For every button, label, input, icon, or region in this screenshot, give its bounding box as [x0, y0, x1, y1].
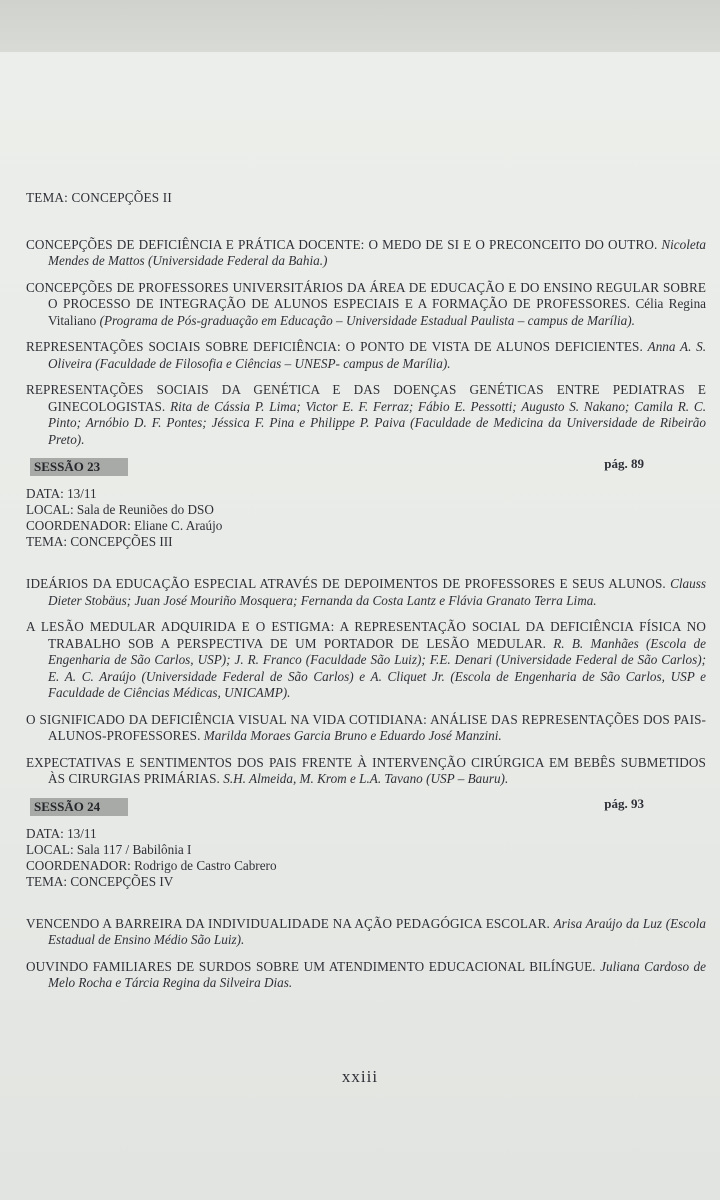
entry-authors: Rita de Cássia P. Lima; Victor E. F. Ferraz; Fábio E. Pessotti; Augusto S. Nakano; Camila R. C. Pinto; Arnóbio D. F. Pontes; Jéssica F. Pina e Philippe P. Paiva (Faculdade de Medicina da Universidade de Ribeirão Preto). — [48, 398, 706, 447]
session-coordinator: COORDENADOR: Rodrigo de Castro Cabrero — [26, 857, 277, 873]
list-item — [26, 339, 706, 372]
session-23-details — [26, 486, 706, 550]
entry-title: REPRESENTAÇÕES SOCIAIS SOBRE DEFICIÊNCIA: O PONTO DE VISTA DE ALUNOS DEFICIENTES. — [26, 339, 643, 354]
session-theme: TEMA: CONCEPÇÕES III — [26, 534, 173, 549]
entry-title: OUVINDO FAMILIARES DE SURDOS SOBRE UM ATENDIMENTO EDUCACIONAL BILÍNGUE. — [26, 958, 596, 974]
entry-authors: S.H. Almeida, M. Krom e L.A. Tavano (USP – Bauru). — [223, 771, 509, 786]
session-theme: TEMA: CONCEPÇÕES IV — [26, 873, 174, 889]
entry-authors: Clauss Dieter Stobäus; Juan José Mouriño Mosquera; Fernanda da Costa Lantz e Flávia Granato Terra Lima. — [48, 576, 707, 608]
entry-title: CONCEPÇÕES DE PROFESSORES UNIVERSITÁRIOS DA ÁREA DE EDUCAÇÃO E DO ENSINO REGULAR SOBRE O PROCESSO DE INTEGRAÇÃO DE ALUNOS ESPECIAIS E A FORMAÇÃO DE PROFESSORES. — [26, 279, 706, 311]
entry-title: O SIGNIFICADO DA DEFICIÊNCIA VISUAL NA VIDA COTIDIANA: ANÁLISE DAS REPRESENTAÇÕES DOS PAIS-ALUNOS-PROFESSORES. — [26, 711, 706, 743]
entry-authors: Arisa Araújo da Luz (Escola Estadual de Ensino Médio São Luiz). — [48, 915, 706, 947]
session-location: LOCAL: Sala de Reuniões do DSO — [26, 502, 214, 517]
entry-authors: R. B. Manhães (Escola de Engenharia de São Carlos, USP); J. R. Franco (Faculdade São Luiz); F.E. Denari (Universidade Federal de São Carlos); E. A. C. Araújo (Universidade Federal de São Carlos) e A. Cliquet Jr. (Escola de Engenharia de São Carlos, USP e Faculdade de Ciências Médicas, UNICAMP). — [48, 635, 706, 700]
session-24-header — [26, 795, 706, 816]
list-item — [26, 382, 706, 448]
entry-authors: Juliana Cardoso de Melo Rocha e Tárcia Regina da Silveira Dias. — [48, 958, 707, 990]
entry-title: A LESÃO MEDULAR ADQUIRIDA E O ESTIGMA: A REPRESENTAÇÃO SOCIAL DA DEFICIÊNCIA FÍSICA NO TRABALHO SOB A PERSPECTIVA DE UM PORTADOR DE LESÃO MEDULAR. — [26, 619, 706, 651]
entry-authors: (Programa de Pós-graduação em Educação – Universidade Estadual Paulista – campus de Marília). — [99, 312, 635, 328]
session-22-entries — [26, 237, 706, 449]
session-label: SESSÃO 23 — [30, 458, 128, 476]
entry-authors: Anna A. S. Oliveira (Faculdade de Filosofia e Ciências – UNESP- campus de Marília). — [48, 339, 707, 371]
background-edge — [0, 0, 720, 60]
entry-title: IDEÁRIOS DA EDUCAÇÃO ESPECIAL ATRAVÉS DE DEPOIMENTOS DE PROFESSORES E SEUS ALUNOS. — [26, 576, 666, 591]
entry-title: CONCEPÇÕES DE DEFICIÊNCIA E PRÁTICA DOCENTE: O MEDO DE SI E O PRECONCEITO DO OUTRO. — [26, 236, 658, 252]
entry-authors: Marilda Moraes Garcia Bruno e Eduardo José Manzini. — [203, 728, 502, 743]
session-23-entries — [26, 576, 706, 788]
list-item — [26, 280, 706, 330]
entry-author-plain: Célia Regina Vitaliano — [48, 296, 707, 328]
entry-authors: Nicoleta Mendes de Mattos (Universidade Federal da Bahia.) — [48, 236, 707, 268]
list-item — [26, 916, 706, 949]
program-listing — [26, 190, 706, 1002]
tema-heading: TEMA: CONCEPÇÕES II — [26, 190, 172, 205]
entry-title: EXPECTATIVAS E SENTIMENTOS DOS PAIS FRENTE À INTERVENÇÃO CIRÚRGICA EM BEBÊS SUBMETIDOS ÀS CIRURGIAS PRIMÁRIAS. — [26, 754, 706, 786]
session-location: LOCAL: Sala 117 / Babilônia I — [26, 841, 192, 857]
list-item — [26, 237, 706, 270]
session-date: DATA: 13/11 — [26, 825, 97, 841]
list-item — [26, 712, 706, 745]
list-item — [26, 576, 706, 609]
session-24-details — [26, 826, 706, 890]
page-reference: pág. 93 — [604, 795, 644, 811]
session-label: SESSÃO 24 — [30, 798, 128, 816]
page-number: xxiii — [341, 1067, 379, 1086]
session-23-header — [26, 458, 706, 476]
session-24-entries — [26, 916, 706, 992]
list-item — [26, 959, 706, 992]
list-item — [26, 755, 706, 788]
session-coordinator: COORDENADOR: Eliane C. Araújo — [26, 518, 223, 533]
entry-title: VENCENDO A BARREIRA DA INDIVIDUALIDADE NA AÇÃO PEDAGÓGICA ESCOLAR. — [26, 915, 550, 931]
entry-title: REPRESENTAÇÕES SOCIAIS DA GENÉTICA E DAS DOENÇAS GENÉTICAS ENTRE PEDIATRAS E GINECOLOGISTAS. — [26, 382, 706, 414]
list-item — [26, 619, 706, 702]
page-reference: pág. 89 — [604, 456, 644, 471]
session-date: DATA: 13/11 — [26, 486, 97, 501]
